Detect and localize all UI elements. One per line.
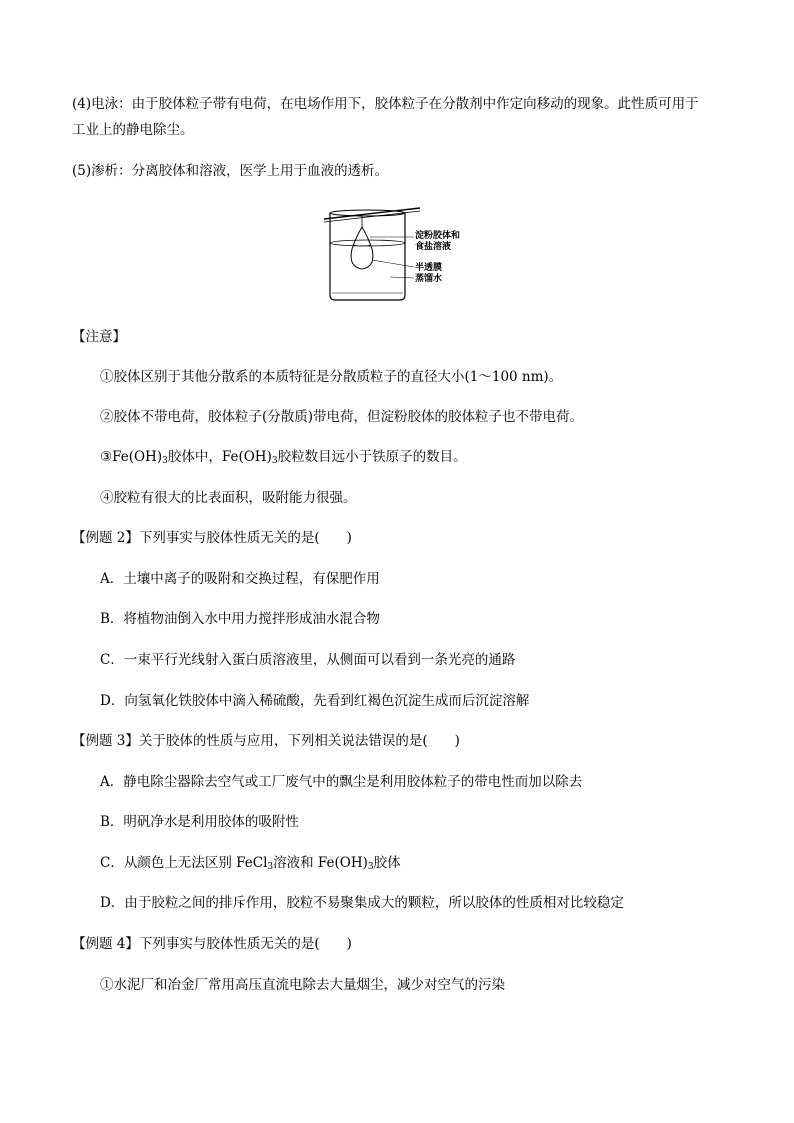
example-2-option-a: A．土壤中离子的吸附和交换过程，有保肥作用 <box>100 571 380 587</box>
example-2-question: 【例题 2】下列事实与胶体性质无关的是( ) <box>72 530 352 546</box>
electrophoresis-para-line2: 工业上的静电除尘。 <box>72 122 194 138</box>
beaker-illustration <box>320 205 480 305</box>
electrophoresis-para-line1: (4)电泳：由于胶体粒子带有电荷，在电场作用下，胶体粒子在分散剂中作定向移动的现象。此性质可用于 <box>72 96 699 112</box>
example-3-option-c: C．从颜色上无法区别 FeCl$_3$溶液和 $Fe(OH)_3$胶体 <box>100 855 401 872</box>
example-4-item-1: ①水泥厂和冶金厂常用高压直流电除去大量烟尘，减少对空气的污染 <box>100 977 505 993</box>
example-2-option-b: B．将植物油倒入水中用力搅拌形成油水混合物 <box>100 611 380 627</box>
example-2-option-c: C．一束平行光线射入蛋白质溶液里，从侧面可以看到一条光亮的通路 <box>100 652 516 668</box>
label-colloid-line1: 淀粉胶体和 <box>415 231 461 241</box>
example-3-option-b: B．明矾净水是利用胶体的吸附性 <box>100 814 299 830</box>
example-2-option-d: D．向氢氧化铁胶体中滴入稀硫酸，先看到红褐色沉淀生成而后沉淀溶解 <box>100 693 530 709</box>
label-membrane: 半透膜 <box>415 263 443 273</box>
notice-heading: 【注意】 <box>72 329 126 345</box>
example-4-question: 【例题 4】下列事实与胶体性质无关的是( ) <box>72 936 352 952</box>
example-3-option-d: D．由于胶粒之间的排斥作用，胶粒不易聚集成大的颗粒，所以胶体的性质相对比较稳定 <box>100 895 624 911</box>
dialysis-diagram <box>320 205 480 305</box>
example-3-option-a: A．静电除尘器除去空气或工厂废气中的飘尘是利用胶体粒子的带电性而加以除去 <box>100 774 583 790</box>
notice-item-3: $③Fe(OH)_3$胶体中，$Fe(OH)_3$胶粒数目远小于铁原子的数目。 <box>100 449 467 466</box>
label-colloid-line2: 食盐溶液 <box>415 242 452 252</box>
notice-item-2: ②胶体不带电荷，胶体粒子(分散质)带电荷，但淀粉胶体的胶体粒子也不带电荷。 <box>100 409 584 425</box>
notice-item-4: ④胶粒有很大的比表面积，吸附能力很强。 <box>100 490 357 506</box>
dialysis-para: (5)渗析：分离胶体和溶液，医学上用于血液的透析。 <box>72 163 389 179</box>
example-3-question: 【例题 3】关于胶体的性质与应用，下列相关说法错误的是( ) <box>72 733 460 749</box>
label-water: 蒸馏水 <box>415 274 443 284</box>
notice-item-1: ①胶体区别于其他分散系的本质特征是分散质粒子的直径大小(1～100 nm)。 <box>100 369 563 385</box>
